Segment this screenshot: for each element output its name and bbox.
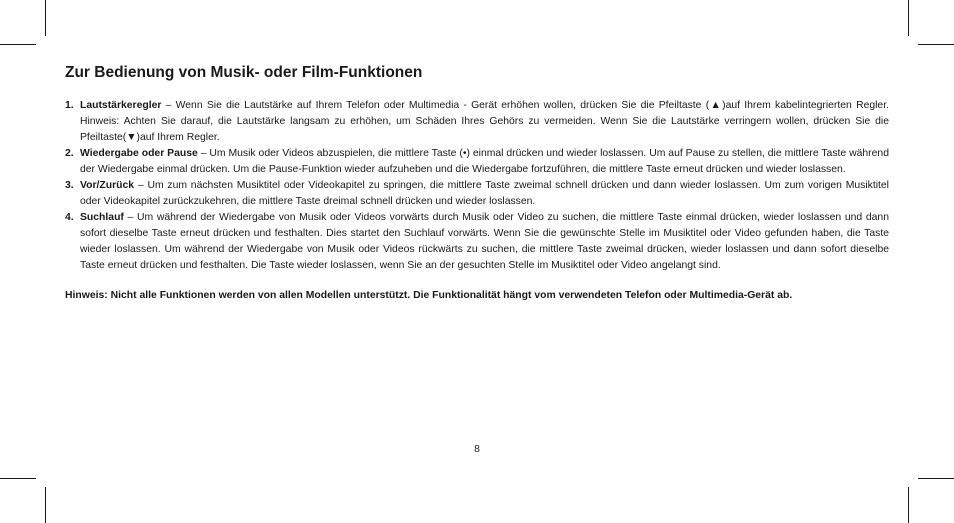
list-item-term: Vor/Zurück bbox=[80, 180, 135, 191]
crop-mark-top-left-horizontal bbox=[0, 44, 36, 45]
list-item-term: Suchlauf bbox=[80, 212, 124, 223]
list-item-skip bbox=[65, 178, 889, 210]
list-item-number: 4. bbox=[65, 212, 74, 223]
list-item-number: 1. bbox=[65, 100, 74, 111]
list-item-number: 2. bbox=[65, 148, 74, 159]
list-item-text: – Um während der Wiedergabe von Musik oder Videos vorwärts durch Musik oder Video zu suchen, die mittlere Taste einmal drücken, wieder loslassen und dann sofort dieselbe Taste erneut drücken und festhalten. Dies startet den Suchlauf vorwärts. Wenn Sie die gewünschte Stelle im Musiktitel oder Video gefunden haben, die Taste wieder loslassen. Um während der Wiedergabe von Musik oder Videos rückwärts zu suchen, die mittlere Taste zweimal drücken, wieder loslassen und dann sofort dieselbe Taste erneut drücken und festhalten. Die Taste wieder loslassen, wenn Sie an der gesuchten Stelle im Musiktitel oder Video angelangt sind. bbox=[80, 212, 889, 271]
list-item-text: – Um Musik oder Videos abzuspielen, die mittlere Taste (•) einmal drücken und wieder loslassen. Um auf Pause zu stellen, die mittlere Taste während der Wiedergabe einmal drücken. Um die Pause-Funktion wieder aufzuheben und die Wiedergabe fortzuführen, die mittlere Taste erneut drücken und wieder loslassen. bbox=[80, 148, 889, 175]
list-item-text: – Wenn Sie die Lautstärke auf Ihrem Telefon oder Multimedia - Gerät erhöhen wollen, drücken Sie die Pfeiltaste (▲)auf Ihrem kabelintegrierten Regler. Hinweis: Achten Sie darauf, die Lautstärke langsam zu erhöhen, um Schäden Ihres Gehörs zu vermeiden. Wenn Sie die Lautstärke verringern wollen, drücken Sie die Pfeiltaste(▼)auf Ihrem Regler. bbox=[80, 100, 889, 143]
list-item-number: 3. bbox=[65, 180, 74, 191]
instruction-list bbox=[65, 98, 889, 274]
list-item-term: Lautstärkeregler bbox=[80, 100, 162, 111]
crop-mark-bottom-left-horizontal bbox=[0, 478, 36, 479]
page-content bbox=[65, 62, 889, 314]
list-item-text: – Um zum nächsten Musiktitel oder Videokapitel zu springen, die mittlere Taste zweimal schnell drücken und dann wieder loslassen. Um zum vorigen Musiktitel oder Videokapitel zurückzukehren, die mittlere Taste dreimal schnell drücken und wieder loslassen. bbox=[80, 180, 889, 207]
list-item-term: Wiedergabe oder Pause bbox=[80, 148, 198, 159]
crop-mark-bottom-right-horizontal bbox=[918, 478, 954, 479]
crop-mark-bottom-right-vertical bbox=[908, 487, 909, 523]
list-item-volume bbox=[65, 98, 889, 146]
list-item-play-pause bbox=[65, 146, 889, 178]
compatibility-note: Hinweis: Nicht alle Funktionen werden von allen Modellen unterstützt. Die Funktionalität hängt vom verwendeten Telefon oder Multimedia-Gerät ab. bbox=[65, 290, 793, 301]
page-number: 8 bbox=[474, 444, 480, 455]
page-title: Zur Bedienung von Musik- oder Film-Funktionen bbox=[65, 64, 423, 81]
crop-mark-bottom-left-vertical bbox=[45, 487, 46, 523]
list-item-search bbox=[65, 210, 889, 274]
crop-mark-top-right-horizontal bbox=[918, 44, 954, 45]
crop-mark-top-left-vertical bbox=[45, 0, 46, 36]
crop-mark-top-right-vertical bbox=[908, 0, 909, 36]
